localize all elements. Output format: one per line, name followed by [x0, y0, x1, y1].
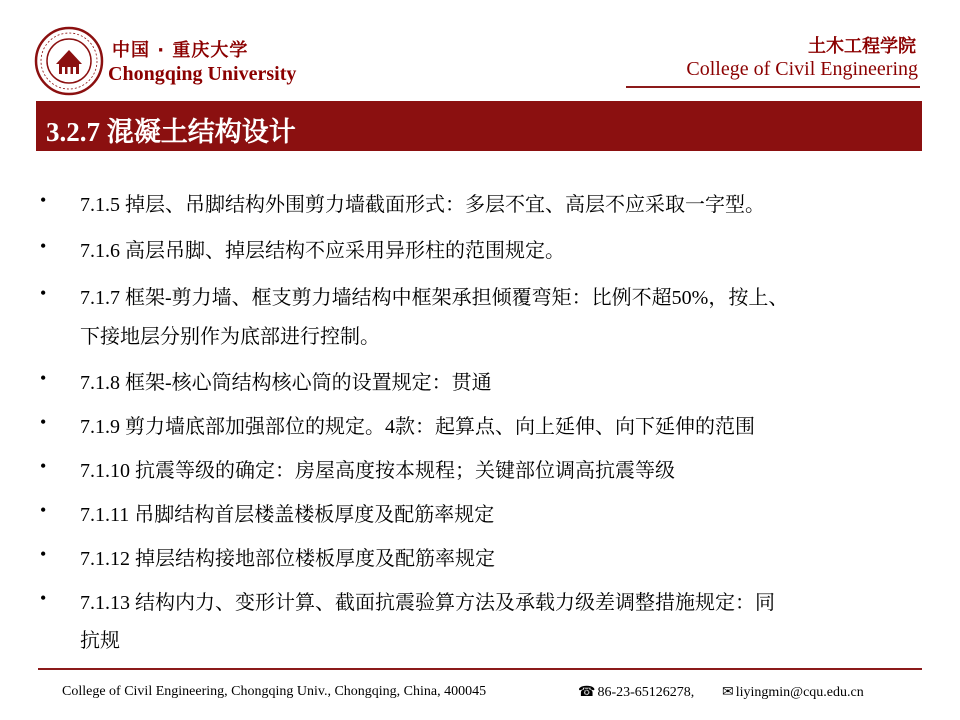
list-item: 7.1.11 吊脚结构首层楼盖楼板厚度及配筋率规定 — [80, 504, 495, 526]
list-item-continuation: 抗规 — [80, 630, 120, 652]
footer-email-address[interactable]: liyingmin@cqu.edu.cn — [735, 685, 864, 700]
list-item: 7.1.13 结构内力、变形计算、截面抗震验算方法及承载力级差调整措施规定：同 — [80, 592, 775, 614]
bullet-marker: • — [40, 368, 47, 388]
list-item: 7.1.7 框架-剪力墙、框支剪力墙结构中框架承担倾覆弯矩：比例不超50%，按上、 — [80, 287, 789, 309]
college-name-en: College of Civil Engineering — [686, 58, 918, 80]
footer-email[interactable] — [722, 684, 864, 701]
envelope-icon: ✉ — [722, 685, 734, 700]
list-item: 7.1.5 掉层、吊脚结构外围剪力墙截面形式：多层不宜、高层不应采取一字型。 — [80, 194, 765, 216]
bullet-marker: • — [40, 412, 47, 432]
phone-icon: ☎ — [578, 685, 596, 700]
bullet-marker: • — [40, 236, 47, 256]
list-item: 7.1.8 框架-核心筒结构核心筒的设置规定：贯通 — [80, 372, 492, 394]
list-item: 7.1.12 掉层结构接地部位楼板厚度及配筋率规定 — [80, 548, 495, 570]
bullet-marker: • — [40, 588, 47, 608]
university-name-en: Chongqing University — [108, 63, 297, 85]
bullet-marker: • — [40, 283, 47, 303]
college-name-cn: 土木工程学院 — [808, 36, 916, 57]
bullet-marker: • — [40, 544, 47, 564]
bullet-marker: • — [40, 456, 47, 476]
bullet-marker: • — [40, 190, 47, 210]
list-item-continuation: 下接地层分别作为底部进行控制。 — [80, 326, 380, 348]
slide-title: 3.2.7 混凝土结构设计 — [46, 117, 296, 147]
footer-address: College of Civil Engineering, Chongqing Univ., Chongqing, China, 400045 — [62, 684, 487, 699]
university-name-cn: 中国 · 重庆大学 — [112, 40, 249, 61]
list-item: 7.1.6 高层吊脚、掉层结构不应采用异形柱的范围规定。 — [80, 240, 565, 262]
footer-phone — [578, 684, 694, 701]
footer-phone-number: 86-23-65126278, — [597, 685, 695, 700]
bullet-marker: • — [40, 500, 47, 520]
list-item: 7.1.10 抗震等级的确定：房屋高度按本规程；关键部位调高抗震等级 — [80, 460, 675, 482]
footer-divider — [38, 668, 922, 670]
list-item: 7.1.9 剪力墙底部加强部位的规定。4款：起算点、向上延伸、向下延伸的范围 — [80, 416, 755, 438]
